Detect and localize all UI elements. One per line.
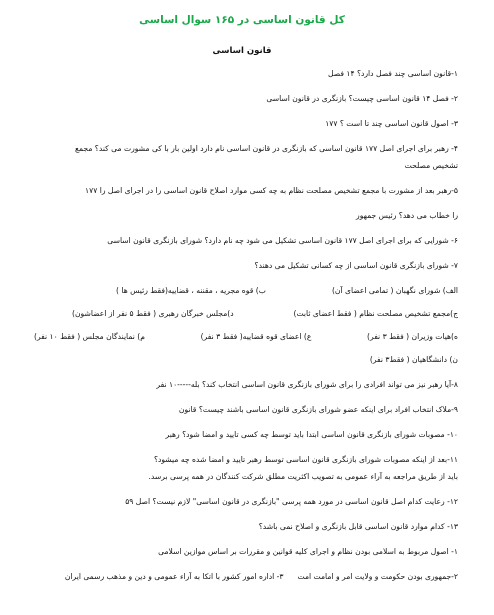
question-5-continuation: را خطاب می دهد؟ رئیس جمهور [356,211,458,220]
question-1: ۱-قانون اساسی چند فصل دارد؟ ۱۴ فصل [327,69,458,78]
answer-item-3: ۳- اداره امور کشور با اتکا به آراء عمومی و دین و مذهب رسمی ایران [64,572,284,581]
question-9: ۹-ملاک انتخاب افراد برای اینکه عضو شورای بازنگری قانون اساسی باشند چیست؟ قانون [178,405,458,414]
member-mim: م) نمایندگان مجلس ( فقط ۱۰ نفر) [34,332,145,341]
document-title: کل قانون اساسی در ۱۶۵ سوال اساسی [139,14,345,26]
member-be: ب) قوه مجریه ، مقننه ، قضاییه(فقط رئیس ها ) [116,286,266,295]
question-2: ۲- فصل ۱۴ قانون اساسی چیست؟ بازنگری در قانون اساسی [266,94,458,103]
member-nun: ن) دانشگاهیان ( فقط۳ نفر) [369,355,458,364]
question-13: ۱۳- کدام موارد قانون اساسی قابل بازنگری و اصلاح نمی باشد؟ [258,522,458,531]
question-4: ۴- رهبر برای اجرای اصل ۱۷۷ قانون اساسی که بازنگری در قانون اساسی نام دارد اولین بار با کی مشورت می کند؟ مجمع [74,144,458,153]
member-ha: ه)هیات وزیران ( فقط ۳ نفر) [367,332,458,341]
question-6: ۶- شورایی که برای اجرای اصل ۱۷۷ قانون اساسی تشکیل می شود چه نام دارد؟ شورای بازنگری قانون اساسی [107,236,458,245]
answer-row-2 [26,571,458,582]
question-7: ۷- شورای بازنگری قانون اساسی از چه کسانی تشکیل می دهند؟ [254,261,458,270]
question-3: ۳- اصول قانون اساسی چند تا است ؟ ۱۷۷ [325,119,458,128]
question-8: ۸-آیا رهبر نیز می تواند افرادی را برای شورای بازنگری قانون اساسی انتخاب کند؟ بله-----۱۰ نفر [156,380,458,389]
question-11: ۱۱-بعد از اینکه مصوبات شورای بازنگری قانون اساسی توسط رهبر تایید و امضا شده چه میشود؟ [153,455,458,464]
answer-item-1: ۱- اصول مربوط به اسلامی بودن نظام و اجرای کلیه قوانین و مقررات بر اساس موازین اسلامی [158,547,458,556]
answer-item-2: ۲-جمهوری بودن حکومت و ولایت امر و امامت امت [297,572,458,581]
question-10: ۱۰- مصوبات شورای بازنگری قانون اساسی ابتدا باید توسط چه کسی تایید و امضا شود؟ رهبر [165,430,458,439]
member-dal: د)مجلس خبرگان رهبری ( فقط ۵ نفر از اعضاشون) [72,309,234,318]
members-row-2 [26,308,458,319]
member-jim: ج)مجمع تشخیص مصلحت نظام ( فقط اعضای ثابت) [293,309,458,318]
member-ayn: ع) اعضای قوه قضاییه( فقط ۳ نفر) [200,332,312,341]
section-heading: قانون اساسی [212,46,272,56]
question-12: ۱۲- رعایت کدام اصل قانون اساسی در مورد همه پرسی "بازنگری در قانون اساسی" لازم نیست؟ اصل ۵۹ [125,497,458,506]
question-11-answer: باید از طریق مراجعه به آراء عمومی به تصویب اکثریت مطلق شرکت کنندگان در همه پرسی برسد. [148,472,458,481]
member-alef: الف) شورای نگهبان ( تمامی اعضای آن) [331,286,458,295]
members-row-3 [26,331,458,342]
members-row-1 [26,285,458,296]
question-4-continuation: تشخیص مصلحت [404,161,458,170]
question-5: ۵-رهبر بعد از مشورت با مجمع تشخیص مصلحت نظام به چه کسی موارد اصلاح قانون اساسی را در اجرای اصل را ۱۷۷ [85,186,458,195]
